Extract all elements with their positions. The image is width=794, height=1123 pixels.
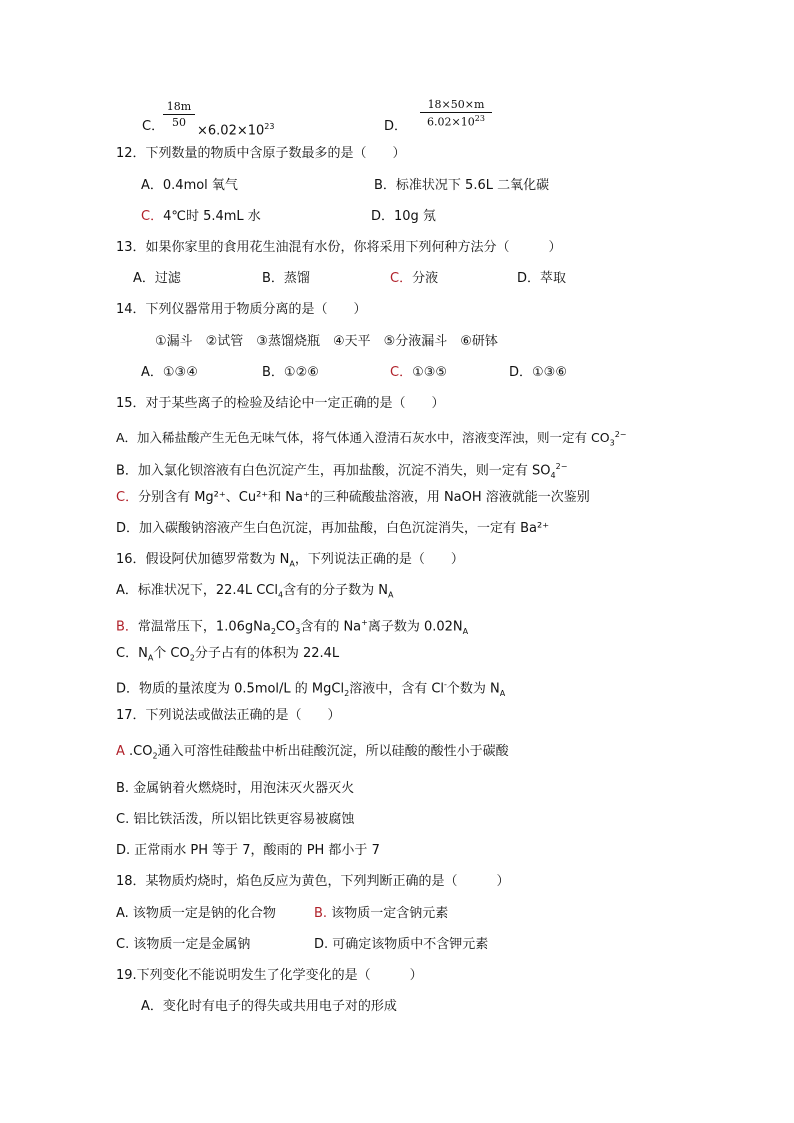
superscript: 2− bbox=[614, 430, 627, 439]
q11-d-label: D． bbox=[384, 119, 408, 134]
q14-option-b: B．①②⑥ bbox=[262, 365, 319, 380]
q14-option-c bbox=[390, 364, 447, 382]
superscript: 2− bbox=[555, 462, 568, 471]
q14-stem: 14．下列仪器常用于物质分离的是（ ） bbox=[116, 302, 367, 317]
q11-c-tail bbox=[197, 118, 274, 140]
subscript: 2 bbox=[344, 688, 350, 698]
q15-option-c-text: 分别含有 Mg²⁺、Cu²⁺和 Na⁺的三种硫酸盐溶液，用 NaOH 溶液就能一次鉴别 bbox=[138, 490, 590, 505]
q18-stem: 18．某物质灼烧时，焰色反应为黄色，下列判断正确的是（ ） bbox=[116, 874, 510, 889]
q16-stem-tail: ，下列说法正确的是（ ） bbox=[294, 552, 464, 567]
q17-option-c: C. 铝比铁活泼，所以铝比铁更容易被腐蚀 bbox=[116, 812, 355, 827]
q15-option-d: D．加入碳酸钠溶液产生白色沉淀，再加盐酸，白色沉淀消失，一定有 Ba²⁺ bbox=[116, 521, 550, 536]
q16-option-d-text: D．物质的量浓度为 0.5mol/L 的 MgCl bbox=[116, 681, 345, 697]
q17-option-b: B. 金属钠着火燃烧时，用泡沫灭火器灭火 bbox=[116, 781, 355, 796]
answer-letter: C． bbox=[390, 271, 413, 286]
fraction-bar bbox=[163, 114, 195, 115]
q16-option-d-tail2: 个数为 N bbox=[446, 681, 500, 697]
q16-option-c bbox=[116, 645, 339, 668]
subscript: 2 bbox=[189, 653, 195, 663]
q11-d-den-base: 6.02×10 bbox=[427, 115, 475, 129]
q16-option-a-text: A．标准状况下，22.4L CCl bbox=[116, 583, 278, 598]
q17-stem: 17．下列说法或做法正确的是（ ） bbox=[116, 708, 341, 723]
q13-option-a: A．过滤 bbox=[133, 271, 181, 286]
q16-stem-text: 16．假设阿伏加德罗常数为 N bbox=[116, 552, 290, 567]
answer-letter: C． bbox=[141, 209, 164, 224]
subscript: 4 bbox=[277, 590, 284, 600]
q15-option-b-text: B．加入氯化钡溶液有白色沉淀产生，再加盐酸，沉淀不消失，则一定有 SO bbox=[116, 463, 551, 479]
q12-option-c bbox=[141, 208, 261, 226]
q12-option-b: B．标准状况下 5.6L 二氧化碳 bbox=[374, 178, 550, 193]
q12-option-c-text: 4℃时 5.4mL 水 bbox=[163, 209, 261, 224]
q18-option-c: C. 该物质一定是金属钠 bbox=[116, 937, 251, 952]
q11-d-fraction bbox=[420, 98, 492, 129]
subscript: A bbox=[462, 626, 469, 636]
q16-option-a-tail: 含有的分子数为 N bbox=[283, 583, 388, 598]
subscript: 3 bbox=[295, 626, 301, 636]
q15-option-a bbox=[116, 426, 626, 453]
q16-option-d bbox=[116, 676, 505, 703]
q11-d-den-exp: 23 bbox=[474, 114, 485, 123]
q16-option-c-tail: 个 CO bbox=[153, 646, 190, 661]
q15-option-a-text: A．加入稀盐酸产生无色无味气体，将气体通入澄清石灰水中，溶液变浑浊，则一定有 CO bbox=[116, 430, 610, 446]
fraction-bar bbox=[420, 112, 492, 113]
subscript: 3 bbox=[609, 438, 615, 448]
q11-c-exponent: 23 bbox=[264, 122, 275, 131]
q14-option-c-text: ①③⑤ bbox=[412, 365, 448, 380]
q15-stem: 15．对于某些离子的检验及结论中一定正确的是（ ） bbox=[116, 396, 445, 411]
q13-option-b: B．蒸馏 bbox=[262, 271, 310, 286]
q18-option-a: A. 该物质一定是钠的化合物 bbox=[116, 906, 276, 921]
subscript: 4 bbox=[550, 470, 556, 480]
q11-c-tail-text: ×6.02×10 bbox=[197, 123, 265, 139]
q17-option-d: D. 正常雨水 PH 等于 7，酸雨的 PH 都小于 7 bbox=[116, 843, 380, 858]
answer-letter: C． bbox=[116, 490, 139, 505]
q18-option-b-text: 该物质一定含钠元素 bbox=[327, 906, 449, 921]
q16-stem bbox=[116, 551, 464, 574]
subscript: 2 bbox=[270, 626, 276, 636]
subscript: A bbox=[289, 559, 295, 569]
q16-option-b-text4: 离子数为 0.02N bbox=[367, 619, 463, 635]
q11-c-label: C． bbox=[142, 119, 165, 134]
q15-option-b bbox=[116, 458, 567, 485]
q16-option-b-text: 常温常压下，1.06gNa bbox=[137, 619, 271, 635]
subscript: 2 bbox=[152, 751, 158, 761]
q17-option-a-text: .CO bbox=[124, 744, 153, 759]
q16-option-b bbox=[116, 614, 468, 641]
q12-stem: 12．下列数量的物质中含原子数最多的是（ ） bbox=[116, 146, 406, 161]
q12-option-a: A．0.4mol 氧气 bbox=[141, 178, 238, 193]
q17-option-a bbox=[116, 743, 509, 766]
q14-items: ①漏斗 ②试管 ③蒸馏烧瓶 ④天平 ⑤分液漏斗 ⑥研钵 bbox=[155, 334, 498, 349]
q13-option-c bbox=[390, 270, 438, 288]
q15-option-c bbox=[116, 489, 590, 507]
q17-option-a-tail: 通入可溶性硅酸盐中析出硅酸沉淀，所以硅酸的酸性小于碳酸 bbox=[157, 744, 509, 759]
q16-option-b-text2: CO bbox=[275, 619, 296, 635]
q11-d-denominator bbox=[420, 114, 492, 129]
superscript: - bbox=[444, 680, 447, 689]
q11-c-fraction bbox=[163, 100, 195, 129]
subscript: A bbox=[147, 653, 154, 663]
q13-option-d: D．萃取 bbox=[517, 271, 567, 286]
q12-option-d: D．10g 氖 bbox=[371, 209, 436, 224]
q13-stem: 13．如果你家里的食用花生油混有水份，你将采用下列何种方法分（ ） bbox=[116, 240, 562, 255]
q11-d-numerator: 18×50×m bbox=[427, 98, 485, 111]
q16-option-c-text: C．N bbox=[116, 646, 148, 661]
q16-option-a bbox=[116, 582, 393, 605]
answer-letter: C． bbox=[390, 365, 413, 380]
q16-option-b-text3: 含有的 Na bbox=[300, 619, 362, 635]
q14-option-a: A．①③④ bbox=[141, 365, 198, 380]
answer-letter: A bbox=[116, 744, 125, 759]
q16-option-d-tail: 溶液中，含有 Cl bbox=[349, 681, 445, 697]
q19-option-a: A．变化时有电子的得失或共用电子对的形成 bbox=[141, 999, 397, 1014]
q13-option-c-text: 分液 bbox=[412, 271, 439, 286]
q18-option-d: D. 可确定该物质中不含钾元素 bbox=[314, 937, 489, 952]
answer-letter: B. bbox=[314, 906, 328, 921]
q18-option-b bbox=[314, 905, 448, 923]
q11-c-denominator: 50 bbox=[172, 116, 186, 129]
q16-option-c-tail2: 分子占有的体积为 22.4L bbox=[194, 646, 340, 661]
superscript: + bbox=[361, 618, 368, 627]
q14-option-d: D．①③⑥ bbox=[509, 365, 567, 380]
q19-stem: 19.下列变化不能说明发生了化学变化的是（ ） bbox=[116, 968, 423, 983]
answer-letter: B． bbox=[116, 619, 138, 635]
subscript: A bbox=[499, 688, 506, 698]
subscript: A bbox=[387, 590, 394, 600]
q11-c-numerator: 18m bbox=[166, 100, 192, 113]
